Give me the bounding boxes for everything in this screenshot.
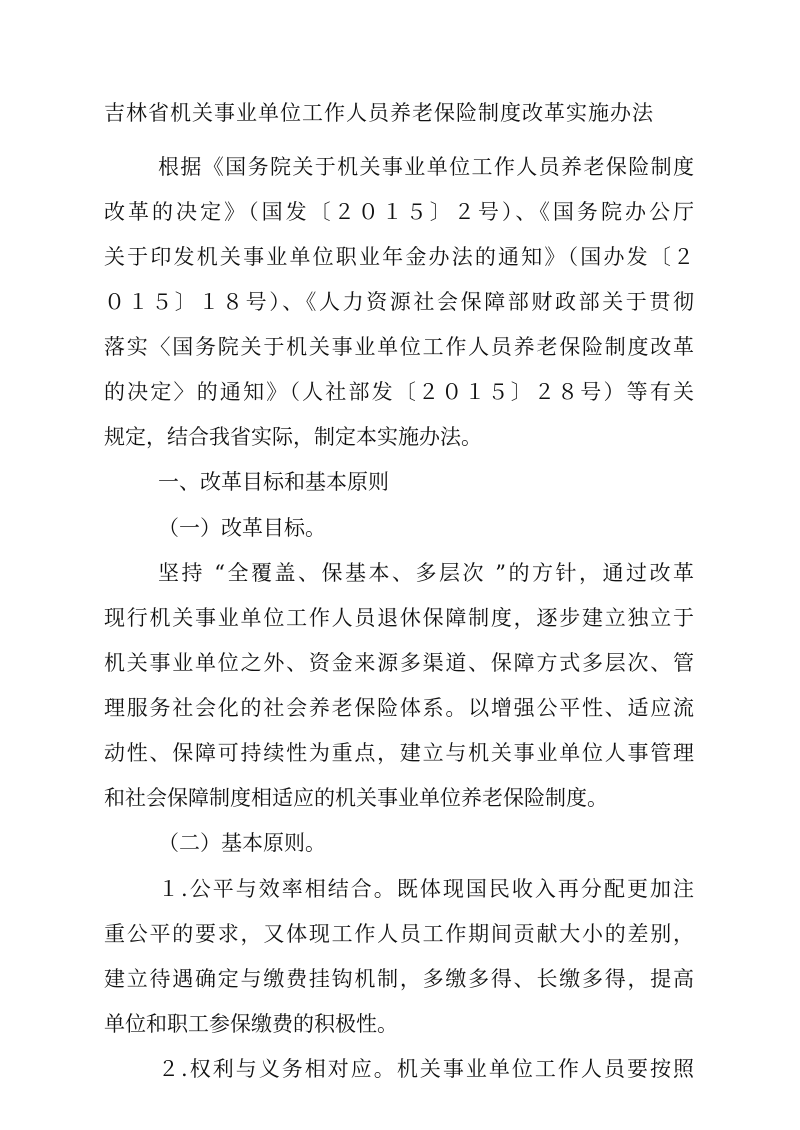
document-title: 吉林省机关事业单位工作人员养老保险制度改革实施办法	[104, 101, 654, 125]
paragraph-line: 单位和职工参保缴费的积极性。	[104, 1012, 398, 1036]
paragraph-line: 关于印发机关事业单位职业年金办法的通知》（国办发〔２	[104, 245, 694, 269]
subsection-heading: （二）基本原则。	[158, 831, 326, 855]
paragraph-line: 机关事业单位之外、资金来源多渠道、保障方式多层次、管	[104, 651, 694, 675]
paragraph-line: ０１５〕１８号）、《人力资源社会保障部财政部关于贯彻	[104, 290, 694, 314]
paragraph-line: １.公平与效率相结合。既体现国民收入再分配更加注	[158, 877, 694, 901]
paragraph-line: 落实〈国务院关于机关事业单位工作人员养老保险制度改革	[104, 335, 694, 359]
paragraph-line: 改革的决定》（国发〔２０１５〕２号）、《国务院办公厅	[104, 200, 694, 224]
paragraph-line: 动性、保障可持续性为重点，建立与机关事业单位人事管理	[104, 741, 694, 765]
paragraph-line: 和社会保障制度相适应的机关事业单位养老保险制度。	[104, 786, 608, 810]
paragraph-line: 现行机关事业单位工作人员退休保障制度，逐步建立独立于	[104, 606, 694, 630]
paragraph-line: ２.权利与义务相对应。机关事业单位工作人员要按照	[158, 1057, 694, 1081]
subsection-heading: （一）改革目标。	[158, 516, 326, 540]
paragraph-line: 重公平的要求，又体现工作人员工作期间贡献大小的差别，	[104, 922, 694, 946]
paragraph-line: 建立待遇确定与缴费挂钩机制，多缴多得、长缴多得，提高	[104, 967, 694, 991]
section-heading: 一、改革目标和基本原则	[158, 470, 389, 494]
paragraph-line: 坚持 “全覆盖、保基本、多层次 ”的方针，通过改革	[158, 561, 694, 585]
paragraph-line: 根据《国务院关于机关事业单位工作人员养老保险制度	[158, 155, 694, 179]
paragraph-line: 规定，结合我省实际，制定本实施办法。	[104, 425, 482, 449]
paragraph-line: 理服务社会化的社会养老保险体系。以增强公平性、适应流	[104, 696, 694, 720]
paragraph-line: 的决定〉的通知》（人社部发〔２０１５〕２８号）等有关	[104, 380, 694, 404]
